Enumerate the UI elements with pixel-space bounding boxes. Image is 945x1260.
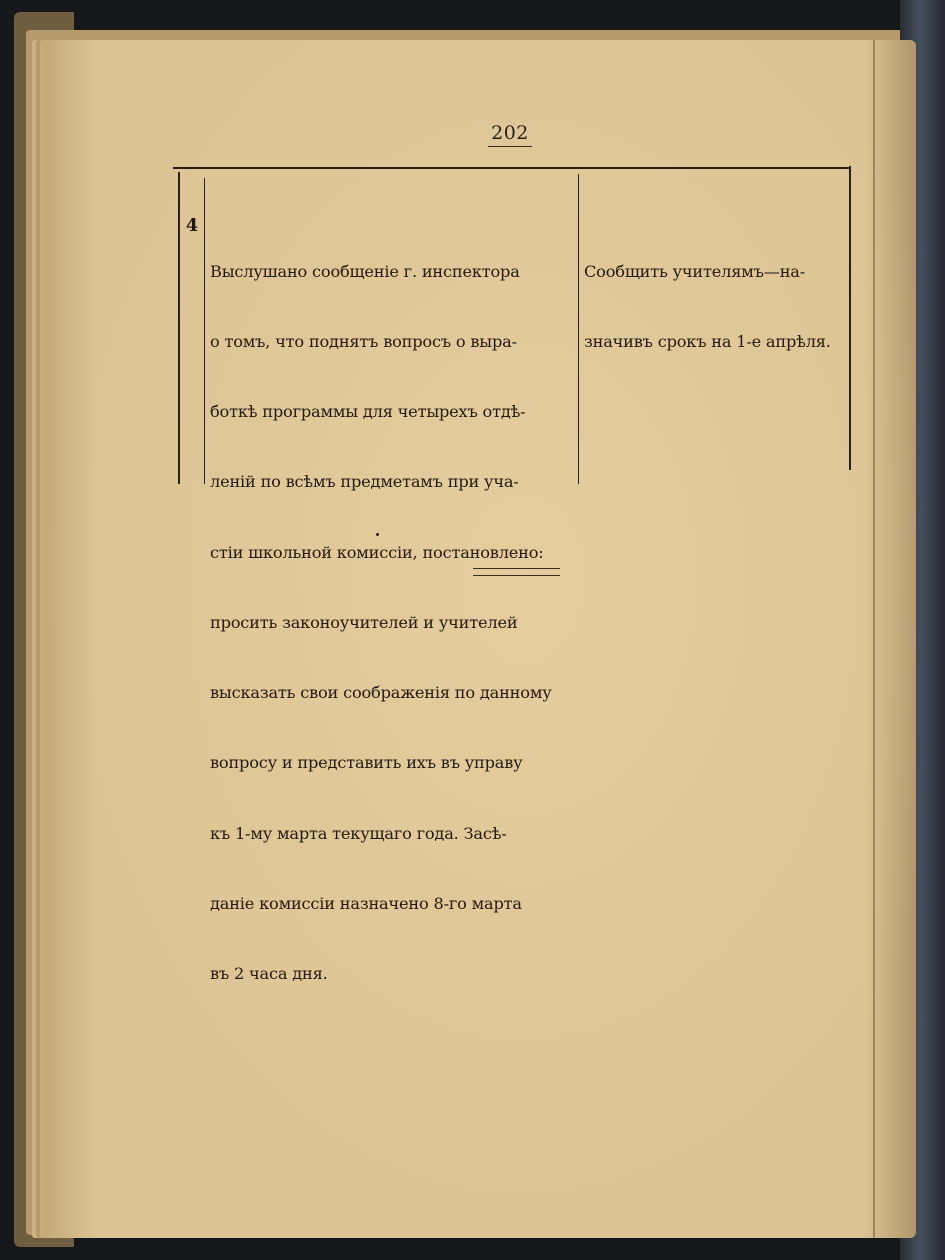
minutes-line: о томъ, что поднятъ вопросъ о выра- (210, 332, 517, 352)
table-top-rule (173, 167, 849, 169)
ink-speck (376, 533, 379, 536)
minutes-line: къ 1-му марта текущаго года. Засѣ- (210, 823, 507, 843)
minutes-line: боткѣ программы для четырехъ отдѣ- (210, 402, 526, 422)
decision-line: Сообщить учителямъ—на- (584, 261, 806, 281)
section-end-rule (473, 568, 560, 576)
decision-line: значивъ срокъ на 1-е апрѣля. (584, 332, 831, 352)
page-fold-line (873, 40, 875, 1238)
minutes-text (210, 213, 574, 1032)
minutes-line: просить законоучителей и учителей (210, 612, 518, 632)
minutes-line: высказать свои соображенія по данному (210, 683, 552, 703)
table-number-column-divider (204, 178, 205, 484)
table-middle-divider (578, 174, 579, 484)
minutes-line: стіи школьной комиссіи, постановлено: (210, 542, 544, 562)
minutes-line: Выслушано сообщеніе г. инспектора (210, 261, 520, 281)
minutes-line: леній по всѣмъ предметамъ при уча- (210, 472, 519, 492)
table-right-border (849, 166, 851, 470)
minutes-line: въ 2 часа дня. (210, 964, 328, 983)
minutes-line: вопросу и представить ихъ въ управу (210, 753, 523, 773)
minutes-line: даніе комиссіи назначено 8-го марта (210, 893, 522, 913)
row-number: 4 (185, 215, 199, 236)
table-left-border (178, 172, 180, 484)
decision-text (584, 213, 848, 400)
page-number: 202 (488, 122, 532, 147)
